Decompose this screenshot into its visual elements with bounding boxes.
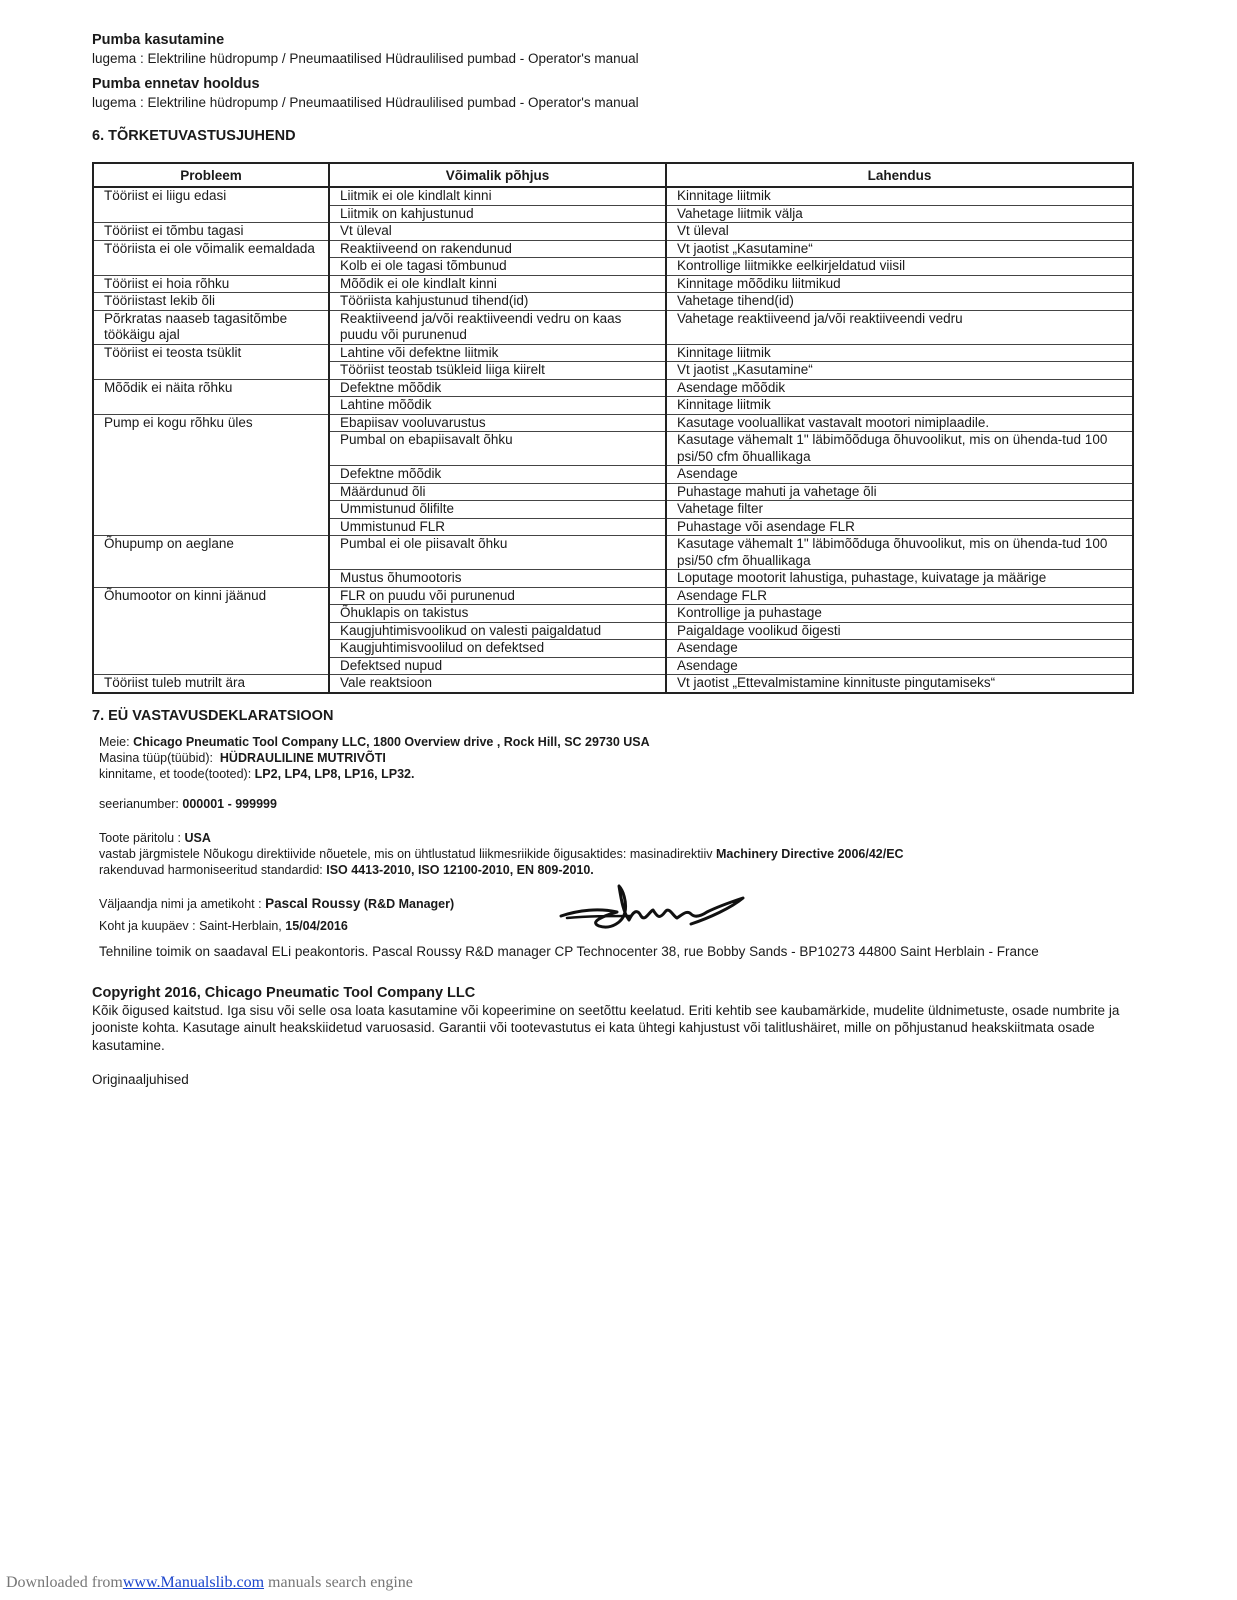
serial-value: 000001 - 999999 — [182, 796, 277, 811]
cell-cause: Liitmik ei ole kindlalt kinni — [329, 187, 666, 205]
we-line — [99, 734, 1132, 750]
we-label: Meie: — [99, 734, 130, 749]
cell-cause: Kaugjuhtimisvoolilud on defektsed — [329, 640, 666, 658]
origin-value: USA — [184, 830, 211, 845]
cell-cause: Defektne mõõdik — [329, 379, 666, 397]
cell-cause: Liitmik on kahjustunud — [329, 205, 666, 223]
standards-value: ISO 4413-2010, ISO 12100-2010, EN 809-2010. — [326, 862, 594, 877]
cell-problem — [93, 518, 329, 536]
table-row — [93, 466, 1133, 484]
download-footer — [6, 1574, 413, 1592]
table-row — [93, 501, 1133, 519]
machine-type-label: Masina tüüp(tüübid): — [99, 750, 213, 765]
cell-problem — [93, 640, 329, 658]
table-row — [93, 675, 1133, 693]
machine-type-line — [99, 750, 1132, 766]
troubleshooting-heading: 6. TÕRKETUVASTUSJUHEND — [92, 128, 296, 144]
cell-solution: Vt üleval — [666, 223, 1133, 241]
cell-cause: Ummistunud FLR — [329, 518, 666, 536]
cell-cause: Ummistunud õlifilte — [329, 501, 666, 519]
cell-cause: FLR on puudu või purunenud — [329, 587, 666, 605]
serial-label: seerianumber: — [99, 796, 179, 811]
cell-cause: Vale reaktsioon — [329, 675, 666, 693]
copyright-text: Kõik õigused kaitstud. Iga sisu või selle osa loata kasutamine või kopeerimine on seetõttu keelatud. Eriti kehtib see kaubamärkide, mudelite üldnimetuste, osade numbrite ja jooniste kohta. Kasutage ainult heakskiidetud varuosasid. Garantii või tootevastutus ei kata ühtegi kahjustust või talitlushäiret, mille on põhjustanud heakskiitmata osade kasutamine. — [92, 1002, 1120, 1053]
cell-solution: Asendage mõõdik — [666, 379, 1133, 397]
cell-problem — [93, 605, 329, 623]
declaration-block — [99, 734, 1132, 960]
cell-problem: Õhumootor on kinni jäänud — [93, 587, 329, 605]
cell-problem — [93, 501, 329, 519]
cell-problem: Mõõdik ei näita rõhku — [93, 379, 329, 397]
cell-solution: Kinnitage mõõdiku liitmikud — [666, 275, 1133, 293]
cell-cause: Defektsed nupud — [329, 657, 666, 675]
table-row — [93, 432, 1133, 466]
products-line — [99, 766, 1132, 782]
issuer-name: Pascal Roussy — [265, 895, 361, 911]
cell-cause: Defektne mõõdik — [329, 466, 666, 484]
directive-value: Machinery Directive 2006/42/EC — [715, 846, 904, 861]
footer-suffix: manuals search engine — [268, 1574, 413, 1591]
place-label: Koht ja kuupäev : — [99, 918, 196, 933]
directive-text: vastab järgmistele Nõukogu direktiivide nõuetele, mis on ühtlustatud liikmesriikide õigusaktides: masinadirektiiv — [99, 846, 713, 861]
cell-cause: Tööriist teostab tsükleid liiga kiirelt — [329, 362, 666, 380]
header-solution: Lahendus — [666, 163, 1133, 187]
cell-solution: Puhastage mahuti ja vahetage õli — [666, 483, 1133, 501]
serial-line — [99, 796, 1132, 812]
table-row — [93, 397, 1133, 415]
cell-solution: Vt jaotist „Kasutamine“ — [666, 240, 1133, 258]
cell-problem: Pump ei kogu rõhku üles — [93, 414, 329, 432]
table-row — [93, 275, 1133, 293]
cell-cause: Tööriista kahjustunud tihend(id) — [329, 293, 666, 311]
cell-cause: Määrdunud õli — [329, 483, 666, 501]
pump-use-text: lugema : Elektriline hüdropump / Pneumaatilised Hüdraulilised pumbad - Operator's manual — [92, 51, 639, 66]
we-value: Chicago Pneumatic Tool Company LLC, 1800 Overview drive , Rock Hill, SC 29730 USA — [133, 734, 650, 749]
cell-problem — [93, 622, 329, 640]
cell-problem — [93, 362, 329, 380]
copyright-heading: Copyright 2016, Chicago Pneumatic Tool Company LLC — [92, 984, 476, 1001]
date-value: 15/04/2016 — [285, 918, 348, 933]
table-row — [93, 570, 1133, 588]
pump-maintenance-heading: Pumba ennetav hooldus — [92, 76, 260, 92]
table-row — [93, 536, 1133, 570]
cell-solution: Vahetage filter — [666, 501, 1133, 519]
table-row — [93, 379, 1133, 397]
cell-solution: Asendage FLR — [666, 587, 1133, 605]
cell-cause: Lahtine mõõdik — [329, 397, 666, 415]
cell-solution: Vt jaotist „Ettevalmistamine kinnituste pingutamiseks“ — [666, 675, 1133, 693]
cell-problem: Tööriist ei teosta tsüklit — [93, 344, 329, 362]
cell-solution: Vahetage liitmik välja — [666, 205, 1133, 223]
issuer-label: Väljaandja nimi ja ametikoht : — [99, 896, 262, 911]
cell-solution: Kinnitage liitmik — [666, 187, 1133, 205]
cell-cause: Pumbal ei ole piisavalt õhku — [329, 536, 666, 570]
signature-image — [559, 882, 749, 942]
table-row — [93, 362, 1133, 380]
cell-problem — [93, 258, 329, 276]
pump-use-heading: Pumba kasutamine — [92, 32, 225, 48]
cell-problem — [93, 397, 329, 415]
cell-problem — [93, 205, 329, 223]
table-row — [93, 187, 1133, 205]
cell-solution: Kinnitage liitmik — [666, 397, 1133, 415]
cell-cause: Vt üleval — [329, 223, 666, 241]
standards-line — [99, 862, 1132, 878]
machine-type-value: HÜDRAULILINE MUTRIVÕTI — [219, 750, 386, 765]
document-page — [92, 30, 1132, 1087]
products-value: LP2, LP4, LP8, LP16, LP32. — [254, 766, 415, 781]
issuer-row — [99, 896, 1132, 912]
table-row — [93, 414, 1133, 432]
cell-cause: Lahtine või defektne liitmik — [329, 344, 666, 362]
troubleshooting-table — [92, 162, 1134, 694]
table-row — [93, 587, 1133, 605]
cell-problem — [93, 570, 329, 588]
cell-solution: Loputage mootorit lahustiga, puhastage, kuivatage ja määrige — [666, 570, 1133, 588]
cell-problem — [93, 657, 329, 675]
table-row — [93, 518, 1133, 536]
declaration-heading: 7. EÜ VASTAVUSDEKLARATSIOON — [92, 707, 334, 724]
cell-problem: Tööriist ei liigu edasi — [93, 187, 329, 205]
table-row — [93, 223, 1133, 241]
cell-solution: Paigaldage voolikud õigesti — [666, 622, 1133, 640]
manualslib-link[interactable]: www.Manualslib.com — [122, 1574, 265, 1591]
table-row — [93, 640, 1133, 658]
cell-solution: Kinnitage liitmik — [666, 344, 1133, 362]
cell-problem: Tööriista ei ole võimalik eemaldada — [93, 240, 329, 258]
origin-label: Toote päritolu : — [99, 830, 181, 845]
cell-problem: Õhupump on aeglane — [93, 536, 329, 570]
table-row — [93, 344, 1133, 362]
cell-solution: Vahetage tihend(id) — [666, 293, 1133, 311]
cell-solution: Kasutage vooluallikat vastavalt mootori nimiplaadile. — [666, 414, 1133, 432]
header-cause: Võimalik põhjus — [329, 163, 666, 187]
cell-cause: Reaktiiveend ja/või reaktiiveendi vedru on kaas puudu või purunenud — [329, 310, 666, 344]
origin-line — [99, 830, 1132, 846]
table-row — [93, 622, 1133, 640]
cell-solution: Vt jaotist „Kasutamine“ — [666, 362, 1133, 380]
tech-file-text: Tehniline toimik on saadaval ELi peakontoris. Pascal Roussy R&D manager CP Technocenter 38, rue Bobby Sands - BP10273 44800 Saint Herblain - France — [99, 943, 1039, 959]
cell-solution: Kasutage vähemalt 1" läbimõõduga õhuvoolikut, mis on ühenda-tud 100 psi/50 cfm õhuallikaga — [666, 536, 1133, 570]
table-header-row — [93, 163, 1133, 187]
cell-cause: Kaugjuhtimisvoolikud on valesti paigaldatud — [329, 622, 666, 640]
cell-solution: Puhastage või asendage FLR — [666, 518, 1133, 536]
cell-cause: Mõõdik ei ole kindlalt kinni — [329, 275, 666, 293]
cell-solution: Kontrollige liitmikke eelkirjeldatud viisil — [666, 258, 1133, 276]
table-row — [93, 605, 1133, 623]
cell-problem: Põrkratas naaseb tagasitõmbe töökäigu ajal — [93, 310, 329, 344]
cell-cause: Õhuklapis on takistus — [329, 605, 666, 623]
cell-cause: Ebapiisav vooluvarustus — [329, 414, 666, 432]
cell-problem: Tööriistast lekib õli — [93, 293, 329, 311]
cell-cause: Kolb ei ole tagasi tõmbunud — [329, 258, 666, 276]
table-row — [93, 483, 1133, 501]
cell-problem: Tööriist tuleb mutrilt ära — [93, 675, 329, 693]
directive-line — [99, 846, 1132, 862]
pump-maintenance-text: lugema : Elektriline hüdropump / Pneumaatilised Hüdraulilised pumbad - Operator's manual — [92, 95, 639, 110]
table-row — [93, 293, 1133, 311]
cell-cause: Reaktiiveend on rakendunud — [329, 240, 666, 258]
products-label: kinnitame, et toode(tooted): — [99, 766, 252, 781]
place-value: Saint-Herblain, — [199, 918, 282, 933]
cell-cause: Pumbal on ebapiisavalt õhku — [329, 432, 666, 466]
issuer-title: (R&D Manager) — [363, 896, 455, 911]
cell-solution: Asendage — [666, 466, 1133, 484]
cell-problem — [93, 432, 329, 466]
cell-problem: Tööriist ei tõmbu tagasi — [93, 223, 329, 241]
cell-solution: Vahetage reaktiiveend ja/või reaktiiveendi vedru — [666, 310, 1133, 344]
standards-label: rakenduvad harmoniseeritud standardid: — [99, 862, 323, 877]
table-row — [93, 205, 1133, 223]
cell-solution: Kasutage vähemalt 1" läbimõõduga õhuvoolikut, mis on ühenda-tud 100 psi/50 cfm õhuallikaga — [666, 432, 1133, 466]
header-problem: Probleem — [93, 163, 329, 187]
original-instructions: Originaaljuhised — [92, 1072, 189, 1087]
cell-solution: Asendage — [666, 640, 1133, 658]
table-row — [93, 310, 1133, 344]
table-row — [93, 258, 1133, 276]
cell-solution: Asendage — [666, 657, 1133, 675]
cell-problem — [93, 466, 329, 484]
footer-prefix: Downloaded from — [6, 1574, 123, 1591]
cell-problem — [93, 483, 329, 501]
table-row — [93, 657, 1133, 675]
table-row — [93, 240, 1133, 258]
cell-solution: Kontrollige ja puhastage — [666, 605, 1133, 623]
cell-cause: Mustus õhumootoris — [329, 570, 666, 588]
cell-problem: Tööriist ei hoia rõhku — [93, 275, 329, 293]
